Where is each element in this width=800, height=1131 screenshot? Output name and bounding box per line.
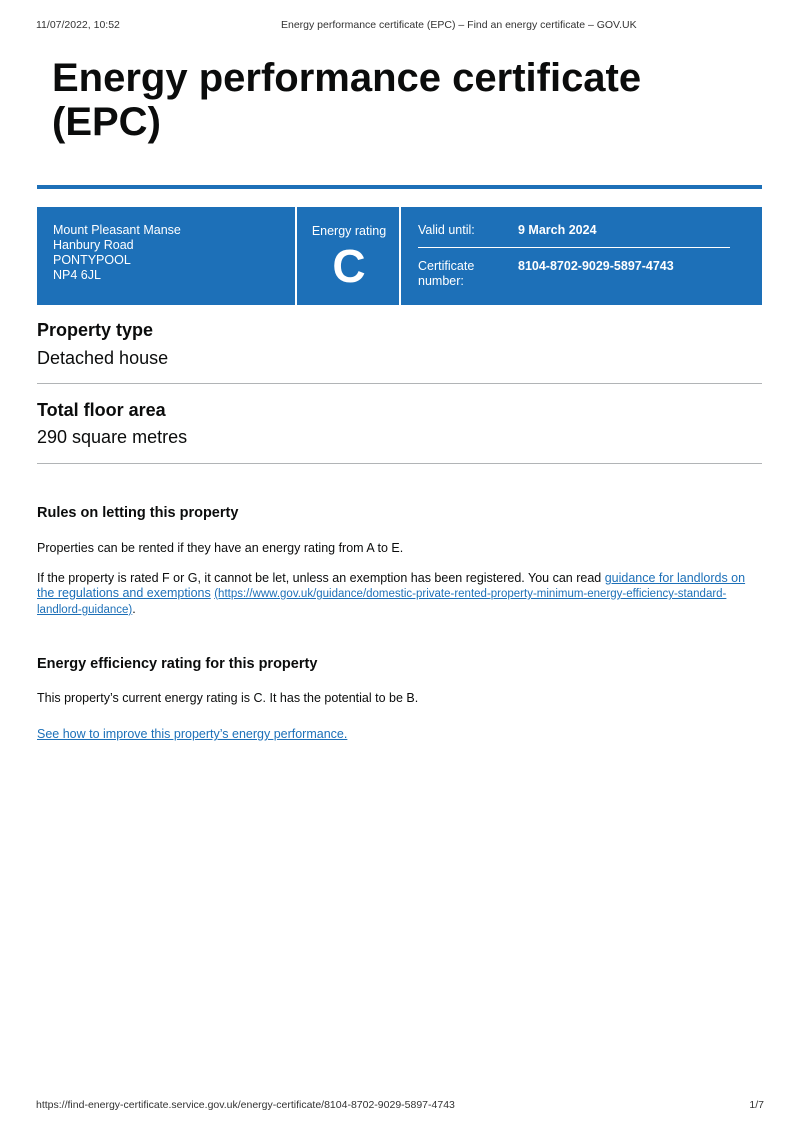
print-date: 11/07/2022, 10:52 xyxy=(36,19,120,31)
title-divider xyxy=(37,185,762,189)
energy-rating-box xyxy=(299,207,399,305)
address-line: PONTYPOOL xyxy=(53,253,131,267)
valid-until-label: Valid until: xyxy=(418,223,475,237)
address-line: Hanbury Road xyxy=(53,238,134,252)
landlord-guidance-url[interactable]: (https://www.gov.uk/guidance/domestic-private-rented-property-minimum-energy-efficiency-standard-landlord-guidance) xyxy=(37,588,727,616)
energy-rating-label: Energy rating xyxy=(311,224,387,238)
certificate-number-label: Certificate number: xyxy=(418,259,475,288)
letting-rules-text: Properties can be rented if they have an energy rating from A to E. xyxy=(37,541,404,555)
energy-rating-letter: C xyxy=(332,240,366,292)
improve-performance-paragraph xyxy=(37,727,765,742)
print-header xyxy=(36,19,764,33)
panel-divider xyxy=(399,207,401,305)
details-divider xyxy=(418,247,730,248)
property-address xyxy=(53,223,181,283)
page-number: 1/7 xyxy=(749,1099,764,1111)
efficiency-rating-heading: Energy efficiency rating for this property xyxy=(37,656,318,672)
letting-rules-heading: Rules on letting this property xyxy=(37,505,239,521)
landlord-guidance-link[interactable]: guidance for landlords on the regulations and exemptions xyxy=(37,571,746,600)
print-url: https://find-energy-certificate.service.gov.uk/energy-certificate/8104-8702-9029-5897-4743 xyxy=(36,1099,455,1111)
letting-exemptions-text: If the property is rated F or G, it cannot be let, unless an exemption has been registered. You can read guidance for landlords on the regulations and exemptions (https://www.gov.uk/guidance/domestic-private-rented-property-minimum-energy-efficiency-standard-landlord-guidance). xyxy=(37,571,746,616)
epc-summary-panel xyxy=(37,207,762,305)
section-divider xyxy=(37,463,762,464)
property-type-heading: Property type xyxy=(37,320,154,340)
improve-performance-link[interactable]: See how to improve this property’s energy performance. xyxy=(37,727,348,741)
address-line: Mount Pleasant Manse xyxy=(53,223,181,237)
efficiency-rating-text: This property’s current energy rating is C. It has the potential to be B. xyxy=(37,691,419,705)
print-page-title: Energy performance certificate (EPC) – Find an energy certificate – GOV.UK xyxy=(281,19,637,31)
section-divider xyxy=(37,383,762,384)
print-footer xyxy=(36,1099,764,1111)
floor-area-value: 290 square metres xyxy=(37,427,188,447)
floor-area-heading: Total floor area xyxy=(37,400,166,420)
property-type-value: Detached house xyxy=(37,348,169,368)
page-title: Energy performance certificate (EPC) xyxy=(52,56,642,144)
valid-until-value: 9 March 2024 xyxy=(518,223,597,237)
panel-divider xyxy=(295,207,297,305)
address-line: NP4 6JL xyxy=(53,268,101,282)
certificate-number-value: 8104-8702-9029-5897-4743 xyxy=(518,259,674,273)
